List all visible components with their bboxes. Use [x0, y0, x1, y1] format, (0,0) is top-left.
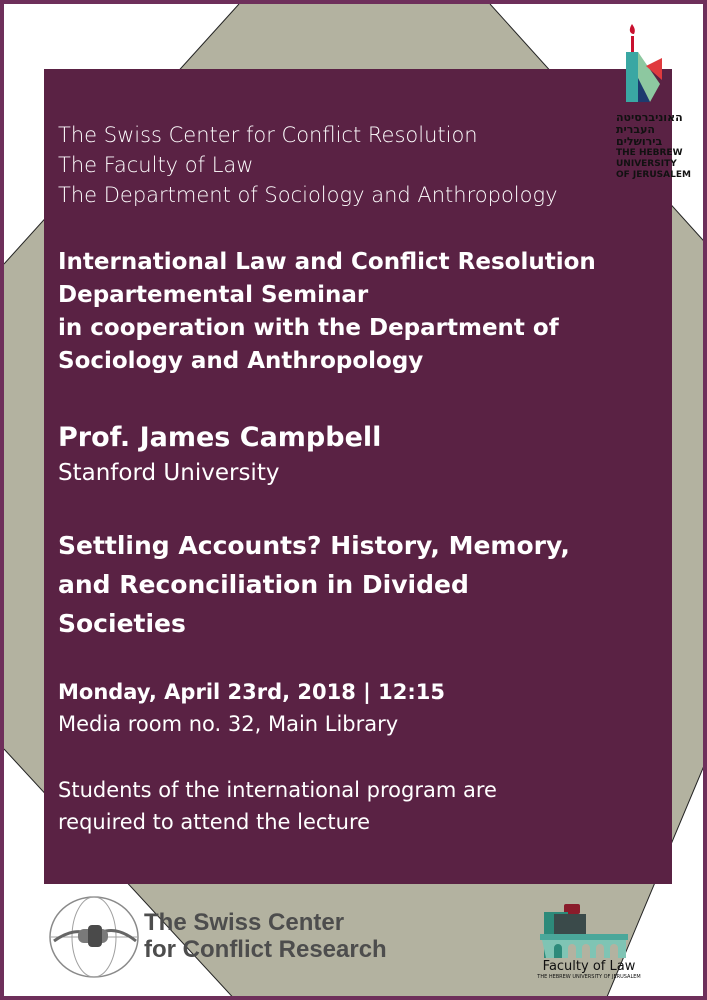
hebrew-university-logo: [616, 22, 696, 181]
event-venue: Media room no. 32, Main Library: [58, 712, 399, 736]
huji-english-line-3: OF JERUSALEM: [616, 170, 691, 180]
huji-wordmark: [616, 112, 696, 181]
seminar-line: International Law and Conflict Resolution: [58, 249, 596, 275]
note-line: Students of the international program are: [58, 778, 497, 802]
huji-torch-icon: [616, 22, 666, 104]
faculty-building-icon: [534, 902, 634, 958]
lecture-title-line: Societies: [58, 609, 186, 638]
huji-hebrew-line-1: האוניברסיטה: [616, 111, 683, 124]
swiss-center-wordmark: [144, 909, 387, 963]
speaker-affiliation: Stanford University: [58, 460, 280, 486]
organizer-line: The Faculty of Law: [58, 153, 254, 177]
event-date-time: Monday, April 23rd, 2018 | 12:15: [58, 680, 446, 704]
faculty-subtitle: THE HEBREW UNIVERSITY OF JERUSALEM: [537, 974, 641, 980]
organizer-line: The Department of Sociology and Anthropology: [58, 183, 558, 207]
attendance-note: [58, 774, 497, 838]
note-line: required to attend the lecture: [58, 810, 371, 834]
organizer-line: The Swiss Center for Conflict Resolution: [58, 123, 478, 147]
seminar-title: [58, 246, 596, 378]
faculty-title: Faculty of Law: [542, 959, 636, 974]
swiss-center-line: for Conflict Research: [144, 936, 387, 963]
seminar-line: Departemental Seminar: [58, 282, 369, 308]
huji-hebrew-line-2: העברית: [616, 123, 655, 136]
seminar-line: in cooperation with the Department of: [58, 315, 559, 341]
swiss-center-line: The Swiss Center: [144, 909, 345, 936]
faculty-of-law-caption: [529, 959, 649, 981]
speaker-name: Prof. James Campbell: [58, 422, 382, 453]
huji-hebrew-line-3: בירושלים: [616, 135, 663, 148]
lecture-title-line: Settling Accounts? History, Memory,: [58, 531, 570, 560]
organizers: [58, 120, 558, 210]
seminar-line: Sociology and Anthropology: [58, 348, 424, 374]
huji-english-line-1: THE HEBREW: [616, 148, 683, 158]
huji-english-line-2: UNIVERSITY: [616, 159, 677, 169]
lecture-title: [58, 526, 570, 643]
lecture-title-line: and Reconciliation in Divided: [58, 570, 469, 599]
handshake-globe-icon: [44, 889, 144, 984]
